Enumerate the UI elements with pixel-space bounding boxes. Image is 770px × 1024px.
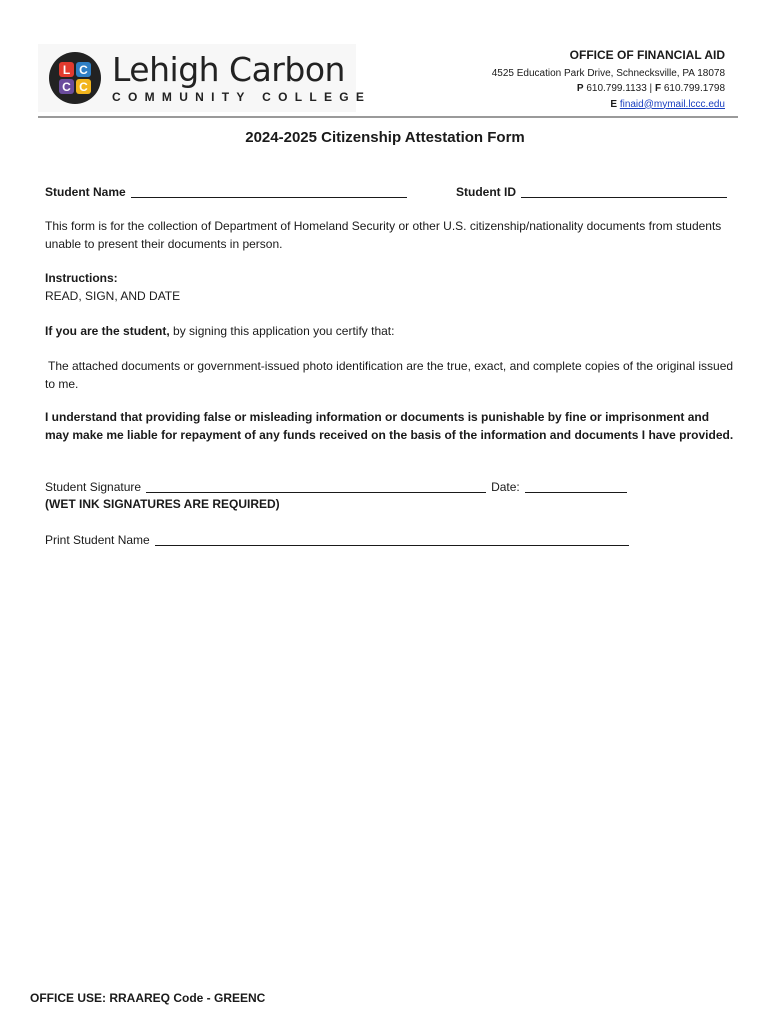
print-name-line[interactable] (155, 533, 629, 546)
instructions-heading: Instructions: (45, 271, 118, 285)
header-divider (38, 116, 738, 118)
student-id-label: Student ID (456, 185, 516, 199)
office-title: OFFICE OF FINANCIAL AID (569, 48, 725, 62)
signature-label: Student Signature (45, 480, 142, 494)
svg-text:L: L (62, 63, 71, 77)
phone-label: P (576, 83, 584, 94)
instructions-block (45, 270, 735, 305)
instructions-text: READ, SIGN, AND DATE (45, 288, 181, 303)
student-id-line[interactable] (521, 185, 727, 198)
lccc-seal-icon (48, 51, 102, 105)
date-label: Date: (491, 480, 520, 494)
wet-ink-note: (WET INK SIGNATURES ARE REQUIRED) (45, 497, 280, 511)
email-label: E (610, 98, 618, 110)
svg-text:C: C (79, 80, 88, 94)
form-title: 2024-2025 Citizenship Attestation Form (245, 129, 525, 146)
office-contact-block (492, 48, 725, 112)
attestation-paragraph: The attached documents or government-issued photo identification are the true, exact, and complete copies of the original issued to me. (45, 359, 734, 391)
office-email (492, 97, 725, 113)
college-subtitle: COMMUNITY COLLEGE (112, 89, 372, 104)
student-name-label: Student Name (45, 185, 126, 199)
student-fields-row (45, 185, 727, 199)
office-use-code: OFFICE USE: RRAAREQ Code - GREENC (30, 991, 266, 1005)
office-address: 4525 Education Park Drive, Schnecksville, PA 18078 (491, 67, 725, 79)
student-name-field (45, 185, 407, 199)
svg-text:C: C (79, 63, 88, 77)
office-phone-fax (492, 81, 725, 97)
certify-rest: by signing this application you certify that: (169, 324, 395, 338)
fax-number: 610.799.1798 (663, 83, 725, 94)
college-name: Lehigh Carbon (112, 49, 345, 89)
certify-paragraph (45, 323, 735, 341)
print-name-label: Print Student Name (45, 533, 150, 547)
student-name-line[interactable] (131, 185, 407, 198)
signature-line[interactable] (146, 480, 486, 493)
contact-separator: | (649, 83, 653, 94)
email-link[interactable]: finaid@mymail.lccc.edu (619, 98, 725, 110)
college-logo (38, 44, 372, 112)
certify-bold: If you are the student, (45, 324, 170, 338)
date-line[interactable] (525, 480, 627, 493)
print-name-row (45, 533, 629, 547)
fax-label: F (654, 83, 662, 94)
student-id-field (456, 185, 727, 199)
svg-text:C: C (62, 80, 71, 94)
warning-paragraph: I understand that providing false or misleading information or documents is punishable by fine or imprisonment and may make me liable for repayment of any funds received on the basis of the information and documents I have provided. (45, 410, 734, 442)
intro-paragraph: This form is for the collection of Department of Homeland Security or other U.S. citizenship/nationality documents from students unable to present their documents in person. (45, 219, 722, 251)
phone-number: 610.799.1133 (586, 83, 647, 94)
signature-row (45, 480, 627, 494)
